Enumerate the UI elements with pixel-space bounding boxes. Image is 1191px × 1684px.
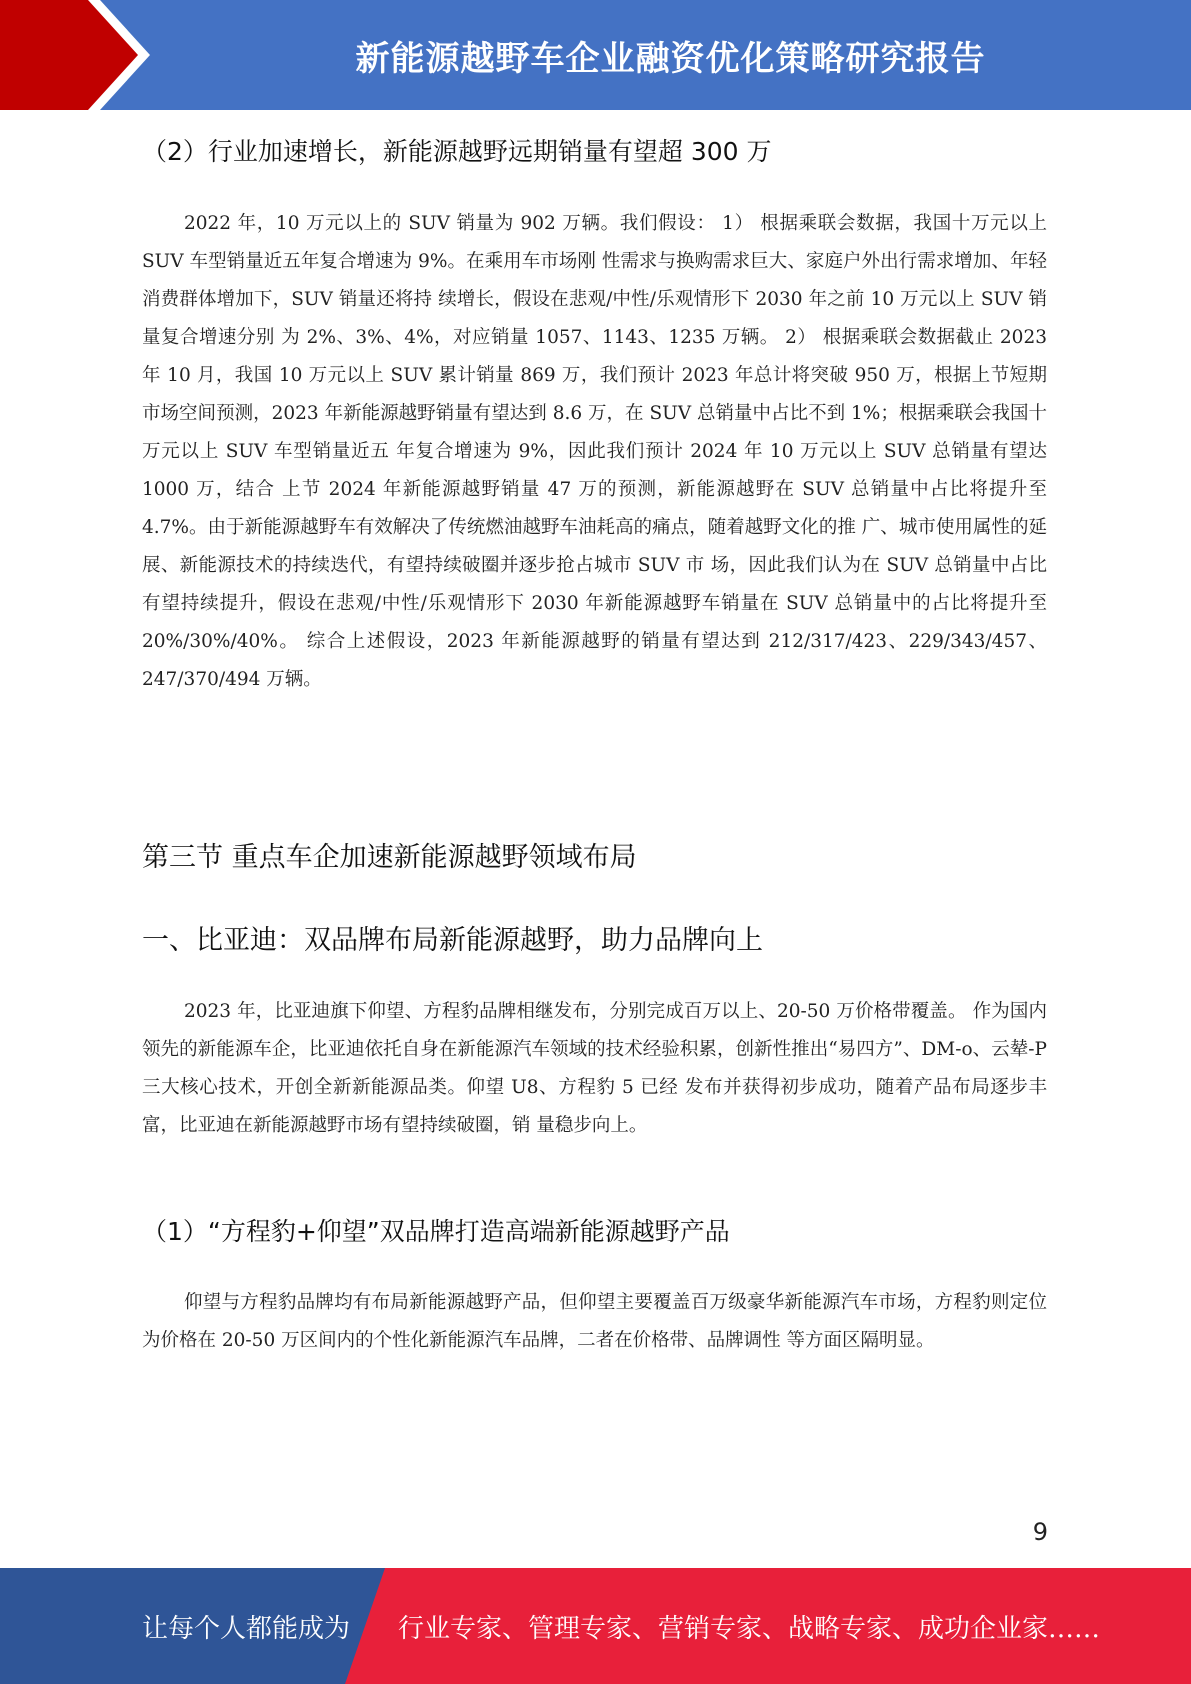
footer-banner [0,1568,1191,1684]
footer-slogan-right: 行业专家、管理专家、营销专家、战略专家、成功企业家…… [398,1613,1101,1644]
paragraph-growth: 2022 年，10 万元以上的 SUV 销量为 902 万辆。我们假设： 1） 根据乘联会数据，我国十万元以上 SUV 车型销量近五年复合增速为 9%。在乘用车市场刚 性需求与换购需求巨大、家庭户外出行需求增加、年轻消费群体增加下，SUV 销量还将持 续增长，假设在悲观/中性/乐观情形下 2030 年之前 10 万元以上 SUV 销量复合增速分别 为 2%、3%、4%，对应销量 1057、1143、1235 万辆。 2） 根据乘联会数据截止 2023 年 10 月，我国 10 万元以上 SUV 累计销量 869 万，我们预计 2023 年总计将突破 950 万，根据上节短期市场空间预测，2023 年新能源越野销量有望达到 8.6 万，在 SUV 总销量中占比不到 1%；根据乘联会我国十万元以上 SUV 车型销量近五 年复合增速为 9%，因此我们预计 2024 年 10 万元以上 SUV 总销量有望达 1000 万，结合 上节 2024 年新能源越野销量 47 万的预测，新能源越野在 SUV 总销量中占比将提升至 4.7%。由于新能源越野车有效解决了传统燃油越野车油耗高的痛点，随着越野文化的推 广、城市使用属性的延展、新能源技术的持续迭代，有望持续破圈并逐步抢占城市 SUV 市 场，因此我们认为在 SUV 总销量中占比有望持续提升，假设在悲观/中性/乐观情形下 2030 年新能源越野车销量在 SUV 总销量中的占比将提升至 20%/30%/40%。 综合上述假设，2023 年新能源越野的销量有望达到 212/317/423、229/343/457、247/370/494 万辆。 [142,213,1047,690]
subsection-heading-dual-brand: （1）“方程豹+仰望”双品牌打造高端新能源越野产品 [142,1217,730,1246]
header-arrow-icon [0,0,160,110]
byd-heading: 一、比亚迪：双品牌布局新能源越野，助力品牌向上 [142,925,763,956]
subsection-heading-growth: （2）行业加速增长，新能源越野远期销量有望超 300 万 [142,137,772,166]
footer-slogan-left: 让每个人都能成为 [142,1613,351,1644]
report-title: 新能源越野车企业融资优化策略研究报告 [355,38,986,79]
page-number: 9 [1032,1518,1048,1546]
paragraph-dual-brand: 仰望与方程豹品牌均有布局新能源越野产品，但仰望主要覆盖百万级豪华新能源汽车市场，方程豹则定位为价格在 20-50 万区间内的个性化新能源汽车品牌，二者在价格带、品牌调性 等方面区隔明显。 [142,1292,1047,1351]
header-banner [0,0,1191,110]
paragraph-byd: 2023 年，比亚迪旗下仰望、方程豹品牌相继发布，分别完成百万以上、20-50 万价格带覆盖。 作为国内领先的新能源车企，比亚迪依托自身在新能源汽车领域的技术经验积累，创新性推出“易四方”、DM-o、云辇-P 三大核心技术，开创全新新能源品类。仰望 U8、方程豹 5 已经 发布并获得初步成功，随着产品布局逐步丰富，比亚迪在新能源越野市场有望持续破圈，销 量稳步向上。 [142,1001,1047,1136]
section-title: 第三节 重点车企加速新能源越野领域布局 [142,842,637,873]
